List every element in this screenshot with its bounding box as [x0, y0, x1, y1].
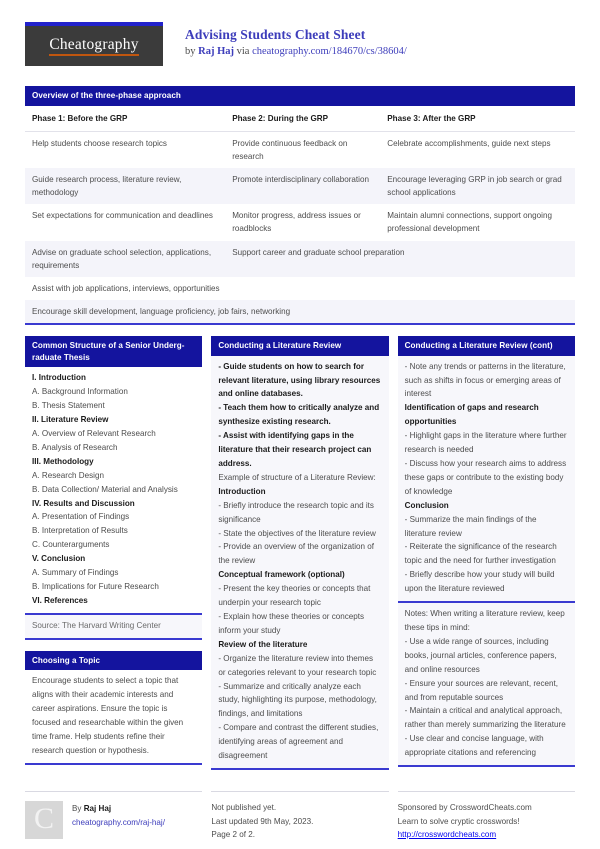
- table-row: [25, 277, 575, 300]
- cell-phase3: Celebrate accomplishments, guide next steps: [380, 131, 575, 168]
- list-item: - Highlight gaps in the literature where further research is needed: [404, 431, 567, 455]
- title-block: [185, 22, 407, 60]
- table-row: [25, 300, 575, 323]
- source-text: Source: The Harvard Writing Center: [32, 620, 161, 630]
- column-header-phase3: Phase 3: After the GRP: [380, 106, 575, 132]
- cell-phase1: Set expectations for communication and deadlines: [25, 204, 225, 240]
- note-line: - Use clear and concise language, with appropriate citations and referencing: [404, 734, 544, 758]
- literature-review-notes: [398, 601, 575, 767]
- columns-container: [25, 336, 575, 781]
- column-right: [398, 336, 575, 778]
- thesis-structure-card: [25, 336, 202, 640]
- cell-phase1: Advise on graduate school selection, applications, requirements: [25, 241, 225, 277]
- column-middle: [211, 336, 388, 781]
- literature-review-list: [211, 356, 388, 768]
- sponsor-tagline: Learn to solve cryptic crosswords!: [397, 816, 520, 826]
- list-item: - Briefly introduce the research topic and its significance: [218, 500, 374, 524]
- list-item: - Compare and contrast the different studies, identifying areas of agreement and disagreement: [218, 723, 379, 761]
- overview-card: [25, 86, 575, 325]
- cell-phase3: Encourage leveraging GRP in job search or grad school applications: [380, 168, 575, 204]
- note-line: Notes: When writing a literature review, keep these tips in mind:: [404, 609, 565, 632]
- last-updated: Last updated 9th May, 2023.: [211, 816, 314, 826]
- list-item: - Organize the literature review into themes or categories relevant to your research topic: [218, 653, 377, 677]
- list-item: - Present the key theories or concepts that underpin your research topic: [218, 584, 371, 608]
- cell-fullwidth: Encourage skill development, language proficiency, job fairs, networking: [25, 300, 575, 323]
- list-item: - Summarize the main findings of the literature review: [404, 514, 537, 538]
- cell-fullwidth: Assist with job applications, interviews, opportunities: [25, 277, 575, 300]
- literature-review-cont-card-title: Conducting a Literature Review (cont): [398, 336, 575, 356]
- list-item: Review of the literature: [218, 639, 308, 649]
- footer-author-name: Raj Haj: [83, 803, 112, 813]
- note-line: - Ensure your sources are relevant, recent, and from reputable sources: [404, 678, 559, 702]
- sponsor-link[interactable]: http://crosswordcheats.com: [397, 830, 497, 840]
- list-item: Identification of gaps and research opportunities: [404, 403, 539, 427]
- list-item: - Reiterate the significance of the research topic and the need for further investigation: [404, 542, 557, 566]
- footer-author-meta: [72, 801, 165, 842]
- column-header-phase1: Phase 1: Before the GRP: [25, 106, 225, 132]
- list-item: B. Interpretation of Results: [32, 526, 128, 536]
- cell-phase1: Help students choose research topics: [25, 131, 225, 168]
- literature-review-cont-card: [398, 336, 575, 767]
- list-item: - Note any trends or patterns in the literature, such as shifts in focus or emerging areas of interest: [404, 361, 566, 399]
- list-item: - Summarize and critically analyze each study, highlighting its purpose, methodology, findings, and limitations: [218, 681, 377, 719]
- table-row: [25, 131, 575, 168]
- thesis-outline-list: [25, 367, 202, 612]
- list-item: VI. References: [32, 595, 88, 605]
- publish-status: Not published yet.: [211, 802, 277, 812]
- choosing-topic-card-title: Choosing a Topic: [25, 651, 202, 671]
- cheatography-logo[interactable]: [25, 22, 163, 66]
- list-item: I. Introduction: [32, 373, 86, 383]
- footer-author-block: [25, 791, 202, 842]
- list-item: II. Literature Review: [32, 415, 109, 425]
- page-footer: [25, 791, 575, 842]
- list-item: V. Conclusion: [32, 554, 86, 564]
- source-url-link[interactable]: cheatography.com/184670/cs/38604/: [252, 46, 407, 58]
- table-row: [25, 204, 575, 240]
- literature-review-card: [211, 336, 388, 770]
- list-item: - Discuss how your research aims to address these gaps or contribute to the existing body of knowledge: [404, 459, 567, 496]
- byline-mid: via: [234, 46, 253, 58]
- table-row: [25, 241, 575, 277]
- list-item: Example of structure of a Literature Review:: [218, 472, 376, 482]
- list-item: A. Research Design: [32, 470, 104, 480]
- cell-phase3: Maintain alumni connections, support ongoing professional development: [380, 204, 575, 240]
- list-item: A. Summary of Findings: [32, 568, 119, 578]
- footer-by-label: By: [72, 803, 84, 813]
- list-item: B. Thesis Statement: [32, 401, 105, 411]
- list-item: B. Implications for Future Research: [32, 582, 159, 591]
- column-left: [25, 336, 202, 776]
- list-item: III. Methodology: [32, 456, 94, 466]
- column-header-phase2: Phase 2: During the GRP: [225, 106, 380, 132]
- list-item: A. Overview of Relevant Research: [32, 429, 156, 439]
- list-item: IV. Results and Discussion: [32, 498, 135, 508]
- logo-text: Cheatography: [49, 36, 138, 56]
- list-item: B. Analysis of Research: [32, 442, 118, 452]
- list-item: Conclusion: [404, 500, 449, 510]
- thesis-structure-body: [25, 367, 202, 639]
- list-item: - Briefly describe how your study will build upon the literature reviewed: [404, 570, 555, 594]
- sponsor-line: [398, 801, 575, 815]
- list-item: - Provide an overview of the organization of the review: [218, 542, 374, 566]
- list-item: Introduction: [218, 486, 266, 496]
- literature-review-cont-body: [398, 356, 575, 767]
- overview-card-body: [25, 106, 575, 325]
- list-item: A. Presentation of Findings: [32, 512, 130, 522]
- list-item: A. Background Information: [32, 387, 128, 397]
- list-item: Conceptual framework (optional): [218, 570, 345, 580]
- page-header: [25, 22, 575, 74]
- literature-review-card-title: Conducting a Literature Review: [211, 336, 388, 356]
- thesis-structure-card-title: Common Structure of a Senior Undergraduate Thesis: [25, 336, 202, 367]
- list-item: - Teach them how to critically analyze and synthesize existing research.: [218, 403, 380, 427]
- footer-author-link[interactable]: cheatography.com/raj-haj/: [72, 817, 165, 827]
- list-item: - Guide students on how to search for relevant literature, using library resources and online databases.: [218, 361, 381, 399]
- list-item: - Assist with identifying gaps in the literature that their research project can address.: [218, 431, 372, 469]
- note-line: - Use a wide range of sources, including books, journal articles, conference papers, and online resources: [404, 636, 557, 674]
- literature-review-cont-list: [398, 356, 575, 601]
- literature-review-body: [211, 356, 388, 770]
- overview-table: [25, 106, 575, 323]
- footer-sponsor-block: [398, 791, 575, 842]
- sponsor-prefix: Sponsored by: [397, 802, 450, 812]
- cell-phase2: Monitor progress, address issues or roadblocks: [225, 204, 380, 240]
- cell-phase2: Promote interdisciplinary collaboration: [225, 168, 380, 204]
- thesis-source-note: [25, 613, 202, 640]
- list-item: - Explain how these theories or concepts inform your study: [218, 611, 365, 635]
- choosing-topic-text: Encourage students to select a topic that aligns with their academic interests and career aspirations. Ensure the topic is focused and researchable within the given time frame. Help students refine their research question or hypothesis.: [25, 670, 202, 762]
- byline-prefix: by: [185, 46, 199, 58]
- cell-phase1: Guide research process, literature review, methodology: [25, 168, 225, 204]
- table-row: [25, 168, 575, 204]
- table-header-row: [25, 106, 575, 132]
- footer-author-line: [72, 802, 165, 816]
- page-number: Page 2 of 2.: [211, 830, 255, 840]
- cell-phase2: Support career and graduate school preparation: [225, 241, 575, 277]
- choosing-topic-body: [25, 670, 202, 764]
- overview-card-title: Overview of the three-phase approach: [25, 86, 575, 106]
- avatar: C: [25, 801, 63, 839]
- footer-publish-block: [211, 791, 388, 842]
- author-name: Raj Haj: [198, 46, 234, 58]
- list-item: B. Data Collection/ Material and Analysis: [32, 484, 178, 494]
- byline: [185, 45, 407, 60]
- list-item: - State the objectives of the literature review: [218, 528, 376, 538]
- note-line: - Maintain a critical and analytical approach, rather than merely summarizing the literature: [404, 706, 566, 730]
- page-title: Advising Students Cheat Sheet: [185, 27, 366, 42]
- choosing-topic-card: [25, 651, 202, 765]
- list-item: C. Counterarguments: [32, 540, 110, 550]
- sponsor-name: CrosswordCheats.com: [449, 802, 532, 812]
- cell-phase2: Provide continuous feedback on research: [225, 131, 380, 168]
